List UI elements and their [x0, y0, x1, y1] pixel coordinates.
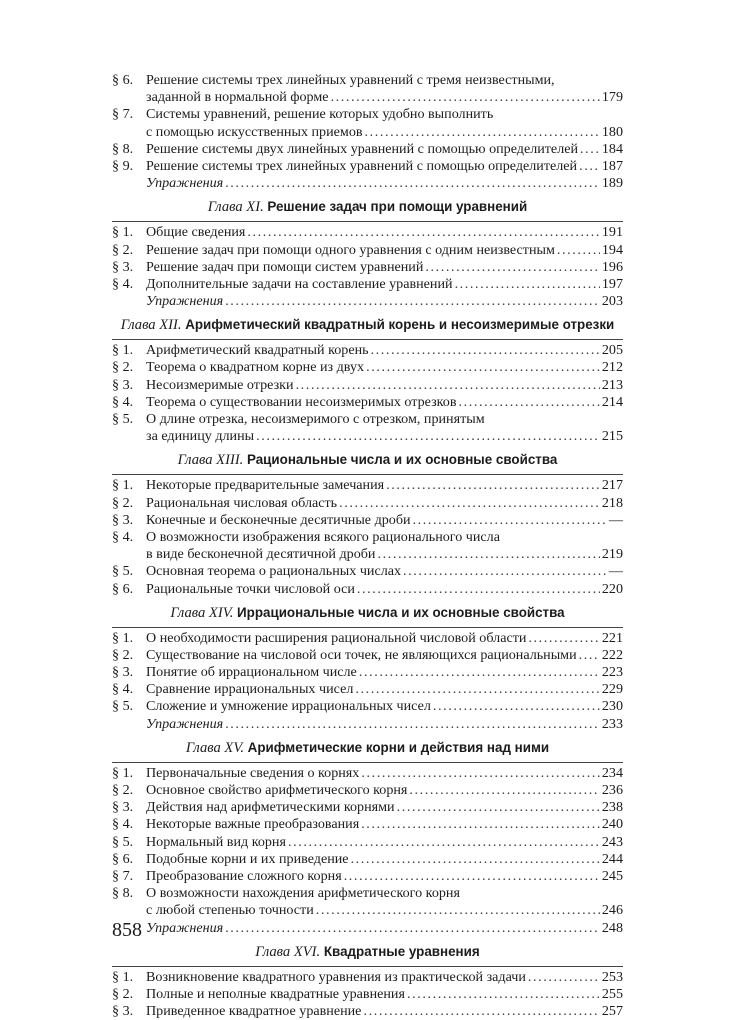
entry-title: Конечные и бесконечные десятичные дроби [146, 511, 411, 528]
entry-page: 203 [601, 293, 623, 310]
dot-leader [316, 902, 600, 919]
dot-leader [413, 512, 607, 529]
dot-leader [361, 816, 600, 833]
entry-page: 243 [601, 833, 623, 850]
section-number: § 6. [112, 580, 134, 597]
section-number: § 4. [112, 816, 134, 833]
entry-title: Первоначальные сведения о корнях [146, 764, 360, 781]
section-number: § 4. [112, 393, 134, 410]
dot-leader [359, 664, 600, 681]
entry-title: Преобразование сложного корня [146, 867, 342, 884]
entry-title: Некоторые предварительные замечания [146, 477, 385, 494]
entry-page: 236 [601, 782, 623, 798]
entry-title: Понятие об иррациональном числе [146, 664, 357, 681]
entry-title: Приведенное квадратное уравнение [146, 1003, 362, 1020]
dot-leader [458, 394, 599, 411]
section-number: § 3. [112, 664, 134, 681]
entry-page: — [608, 511, 623, 528]
entry-page: 230 [601, 698, 623, 715]
dot-leader [579, 647, 600, 664]
toc-entry [112, 242, 623, 259]
chapter-rule [112, 966, 623, 967]
entry-line [146, 969, 623, 986]
entry-page: 221 [601, 629, 623, 646]
table-of-contents [112, 72, 623, 1020]
chapter-heading [112, 449, 623, 471]
section-number: § 2. [112, 494, 134, 511]
entry-page: 248 [601, 919, 623, 936]
entry-title: Рациональные точки числовой оси [146, 580, 355, 597]
section-number: § 2. [112, 782, 134, 798]
entry-title: Решение системы двух линейных уравнений с помощью определителей [146, 140, 579, 157]
entry-page: 255 [601, 985, 623, 1002]
toc-entry [112, 782, 623, 799]
section-number: § 6. [112, 72, 134, 88]
entry-title: О возможности нахождения арифметического корня [146, 885, 460, 902]
section-number: § 2. [112, 646, 134, 663]
entry-page: 219 [601, 546, 623, 563]
chapter-rule [112, 762, 623, 763]
dot-leader [288, 834, 600, 851]
entry-title: Полные и неполные квадратные уравнения [146, 985, 405, 1002]
entry-title: за единицу длины [146, 428, 255, 445]
entry-title: Несоизмеримые отрезки [146, 376, 294, 393]
toc-entry [112, 969, 623, 986]
section-number: § 4. [112, 528, 134, 545]
entry-title: с помощью искусственных приемов [146, 123, 363, 140]
entry-line [146, 647, 623, 664]
chapter-label: Глава XII. [120, 317, 182, 334]
section-number: § 4. [112, 275, 134, 292]
section-number: § 8. [112, 140, 134, 157]
entry-page: 218 [601, 494, 623, 511]
toc-entry [112, 394, 623, 411]
dot-leader [357, 581, 600, 598]
dot-leader [363, 1003, 599, 1020]
toc-entry [112, 259, 623, 276]
entry-line [146, 477, 623, 494]
toc-entry [112, 581, 623, 598]
entry-line [146, 411, 623, 428]
toc-entry [112, 986, 623, 1003]
toc-entry [112, 868, 623, 885]
entry-line [146, 529, 623, 546]
section-number: § 3. [112, 511, 134, 528]
section-number: § 1. [112, 224, 134, 241]
section-number: § 1. [112, 764, 134, 781]
toc-entry [112, 816, 623, 833]
chapter-title: Арифметические корни и действия над ними [247, 739, 550, 755]
entry-line [146, 546, 623, 563]
dot-leader [331, 89, 600, 106]
dot-leader [371, 342, 600, 359]
section-number: § 1. [112, 629, 134, 646]
entry-line [146, 563, 623, 580]
dot-leader [344, 868, 600, 885]
section-number: § 5. [112, 563, 134, 580]
entry-line [146, 698, 623, 715]
chapter-heading [112, 602, 623, 624]
entry-line [146, 224, 623, 241]
section-number: § 1. [112, 477, 134, 494]
entry-line [146, 885, 623, 902]
entry-page: 257 [601, 1003, 623, 1020]
entry-title: Общие сведения [146, 224, 246, 241]
entry-title: Основное свойство арифметического корня [146, 782, 408, 798]
entry-title: Теорема о квадратном корне из двух [146, 359, 365, 376]
chapter-rule [112, 627, 623, 628]
section-number: § 5. [112, 833, 134, 850]
chapter-title: Арифметический квадратный корень и несоизмеримые отрезки [185, 317, 615, 333]
dot-leader [528, 630, 599, 647]
toc-entry [112, 834, 623, 851]
entry-line [146, 816, 623, 833]
entry-line [146, 359, 623, 376]
entry-page: 194 [601, 241, 623, 258]
chapter-rule [112, 339, 623, 340]
section-number: § 6. [112, 850, 134, 867]
dot-leader [366, 359, 600, 376]
entry-line [146, 124, 623, 141]
dot-leader [528, 969, 600, 986]
dot-leader [296, 377, 600, 394]
entry-page: 189 [601, 175, 623, 192]
entry-page: 222 [601, 646, 623, 663]
entry-title: Упражнения [146, 175, 224, 192]
entry-page: 240 [601, 816, 623, 833]
entry-line [146, 1003, 623, 1020]
entry-title: Решение системы трех линейных уравнений с тремя неизвестными, [146, 72, 555, 88]
entry-line [146, 106, 623, 123]
toc-entry [112, 885, 623, 902]
dot-leader [247, 224, 599, 241]
entry-title: Упражнения [146, 919, 224, 936]
entry-page: 245 [601, 867, 623, 884]
page-number: 858 [112, 919, 142, 941]
entry-line [146, 834, 623, 851]
entry-title: Решение задач при помощи одного уравнения с одним неизвестным [146, 241, 555, 258]
dot-leader [225, 716, 600, 733]
chapter-label: Глава XIII. [177, 452, 244, 469]
entry-page: 197 [601, 275, 623, 292]
section-number: § 2. [112, 241, 134, 258]
chapter-label: Глава XV. [185, 739, 245, 756]
entry-page: 244 [601, 850, 623, 867]
section-number: § 5. [112, 698, 134, 715]
entry-title: Некоторые важные преобразования [146, 816, 360, 833]
dot-leader [351, 851, 600, 868]
entry-page: 223 [601, 664, 623, 681]
entry-page: 214 [601, 393, 623, 410]
chapter-title: Иррациональные числа и их основные свойства [237, 604, 565, 620]
toc-entry [112, 106, 623, 123]
entry-title: Упражнения [146, 293, 224, 310]
section-number: § 8. [112, 885, 134, 902]
entry-page: 205 [601, 342, 623, 359]
dot-leader [455, 276, 600, 293]
entry-page: 220 [601, 580, 623, 597]
dot-leader [339, 495, 600, 512]
toc-entry [112, 529, 623, 546]
exercises-entry [112, 920, 623, 937]
section-number: § 5. [112, 411, 134, 427]
section-number: § 9. [112, 157, 134, 174]
toc-entry [112, 1003, 623, 1020]
dot-leader [365, 124, 600, 141]
entry-line [146, 394, 623, 411]
entry-page: 187 [601, 157, 623, 174]
entry-line [146, 293, 623, 310]
entry-line [146, 782, 623, 799]
entry-line [146, 716, 623, 733]
toc-entry [112, 765, 623, 782]
entry-title: Действия над арифметическими корнями [146, 799, 395, 816]
toc-entry [112, 359, 623, 376]
entry-line [146, 765, 623, 782]
entry-line [146, 581, 623, 598]
entry-page: — [608, 563, 623, 580]
entry-title: О необходимости расширения рациональной числовой области [146, 629, 527, 646]
entry-line [146, 428, 623, 445]
section-number: § 7. [112, 867, 134, 884]
exercises-entry [112, 293, 623, 310]
entry-title: Основная теорема о рациональных числах [146, 563, 402, 580]
chapter-heading [112, 737, 623, 759]
dot-leader [579, 158, 600, 175]
toc-entry [112, 647, 623, 664]
chapter-rule [112, 221, 623, 222]
exercises-entry [112, 716, 623, 733]
entry-line [146, 512, 623, 529]
chapter-rule [112, 474, 623, 475]
toc-entry [112, 495, 623, 512]
entry-page: 179 [601, 89, 623, 106]
entry-title: Рациональная числовая область [146, 494, 338, 511]
toc-entry [112, 664, 623, 681]
toc-entry [112, 377, 623, 394]
entry-page: 191 [601, 224, 623, 241]
entry-line [146, 851, 623, 868]
entry-title: Решение системы трех линейных уравнений с помощью определителей [146, 157, 578, 174]
dot-leader [355, 681, 600, 698]
entry-title: О возможности изображения всякого рационального числа [146, 528, 500, 545]
entry-page: 196 [601, 258, 623, 275]
entry-page: 184 [601, 140, 623, 157]
section-number: § 3. [112, 376, 134, 393]
dot-leader [580, 141, 600, 158]
toc-entry [112, 342, 623, 359]
entry-line [146, 495, 623, 512]
entry-title: Существование на числовой оси точек, не являющихся рациональными [146, 646, 577, 663]
toc-entry [112, 72, 623, 89]
entry-line [146, 799, 623, 816]
entry-title: Сравнение иррациональных чисел [146, 681, 354, 698]
entry-page: 180 [601, 123, 623, 140]
entry-line [146, 681, 623, 698]
dot-leader [407, 986, 600, 1003]
toc-entry [112, 411, 623, 428]
entry-line [146, 377, 623, 394]
toc-entry [112, 799, 623, 816]
toc-entry [112, 276, 623, 293]
chapter-title: Квадратные уравнения [323, 943, 480, 959]
dot-leader [557, 242, 600, 259]
dot-leader [433, 698, 600, 715]
section-number: § 1. [112, 342, 134, 359]
toc-entry [112, 630, 623, 647]
chapter-label: Глава XI. [207, 199, 264, 216]
entry-line [146, 276, 623, 293]
entry-line [146, 630, 623, 647]
toc-entry [112, 546, 623, 563]
entry-title: Дополнительные задачи на составление уравнений [146, 275, 453, 292]
entry-line [146, 158, 623, 175]
entry-title: заданной в нормальной форме [146, 89, 329, 106]
entry-line [146, 868, 623, 885]
toc-entry [112, 902, 623, 919]
entry-page: 253 [601, 968, 623, 985]
chapter-title: Решение задач при помощи уравнений [267, 199, 528, 215]
dot-leader [386, 477, 600, 494]
toc-entry [112, 428, 623, 445]
entry-page: 233 [601, 715, 623, 732]
section-number: § 1. [112, 968, 134, 985]
entry-title: Системы уравнений, решение которых удобно выполнить [146, 106, 494, 123]
toc-entry [112, 124, 623, 141]
toc-entry [112, 141, 623, 158]
dot-leader [361, 765, 600, 782]
dot-leader [377, 546, 599, 563]
entry-line [146, 242, 623, 259]
entry-line [146, 175, 623, 192]
entry-page: 229 [601, 681, 623, 698]
entry-page: 238 [601, 799, 623, 816]
entry-page: 217 [601, 477, 623, 494]
entry-title: с любой степенью точности [146, 902, 314, 919]
section-number: § 4. [112, 681, 134, 698]
exercises-entry [112, 175, 623, 192]
entry-title: в виде бесконечной десятичной дроби [146, 546, 376, 563]
toc-entry [112, 224, 623, 241]
entry-title: Теорема о существовании несоизмеримых отрезков [146, 393, 457, 410]
dot-leader [225, 920, 600, 937]
entry-title: Арифметический квадратный корень [146, 342, 369, 359]
entry-line [146, 920, 623, 937]
entry-title: Возникновение квадратного уравнения из практической задачи [146, 968, 526, 985]
section-number: § 3. [112, 1003, 134, 1020]
toc-entry [112, 512, 623, 529]
toc-entry [112, 563, 623, 580]
toc-entry [112, 158, 623, 175]
entry-line [146, 89, 623, 106]
section-number: § 3. [112, 258, 134, 275]
entry-line [146, 902, 623, 919]
chapter-label: Глава XVI. [255, 943, 321, 960]
dot-leader [409, 782, 599, 799]
entry-page: 234 [601, 764, 623, 781]
entry-title: Подобные корни и их приведение [146, 850, 349, 867]
entry-line [146, 664, 623, 681]
entry-title: Нормальный вид корня [146, 833, 286, 850]
entry-page: 246 [601, 902, 623, 919]
dot-leader [225, 175, 600, 192]
toc-entry [112, 698, 623, 715]
dot-leader [403, 563, 607, 580]
entry-title: Решение задач при помощи систем уравнений [146, 258, 424, 275]
section-number: § 7. [112, 106, 134, 123]
dot-leader [397, 799, 600, 816]
toc-entry [112, 477, 623, 494]
toc-entry [112, 681, 623, 698]
chapter-heading [112, 941, 623, 963]
entry-line [146, 342, 623, 359]
section-number: § 2. [112, 359, 134, 376]
toc-entry [112, 851, 623, 868]
entry-line [146, 72, 623, 89]
entry-line [146, 141, 623, 158]
dot-leader [225, 293, 600, 310]
entry-title: Сложение и умножение иррациональных чисел [146, 698, 431, 715]
chapter-label: Глава XIV. [170, 604, 234, 621]
entry-page: 213 [601, 376, 623, 393]
chapter-heading [112, 314, 623, 336]
toc-entry [112, 89, 623, 106]
chapter-heading [112, 196, 623, 218]
section-number: § 3. [112, 799, 134, 816]
entry-line [146, 259, 623, 276]
section-number: § 2. [112, 985, 134, 1002]
dot-leader [256, 428, 600, 445]
entry-page: 215 [601, 428, 623, 445]
entry-line [146, 986, 623, 1003]
dot-leader [425, 259, 599, 276]
entry-title: Упражнения [146, 715, 224, 732]
chapter-title: Рациональные числа и их основные свойства [246, 452, 558, 468]
entry-title: О длине отрезка, несоизмеримого с отрезком, принятым [146, 411, 485, 427]
entry-page: 212 [601, 359, 623, 376]
